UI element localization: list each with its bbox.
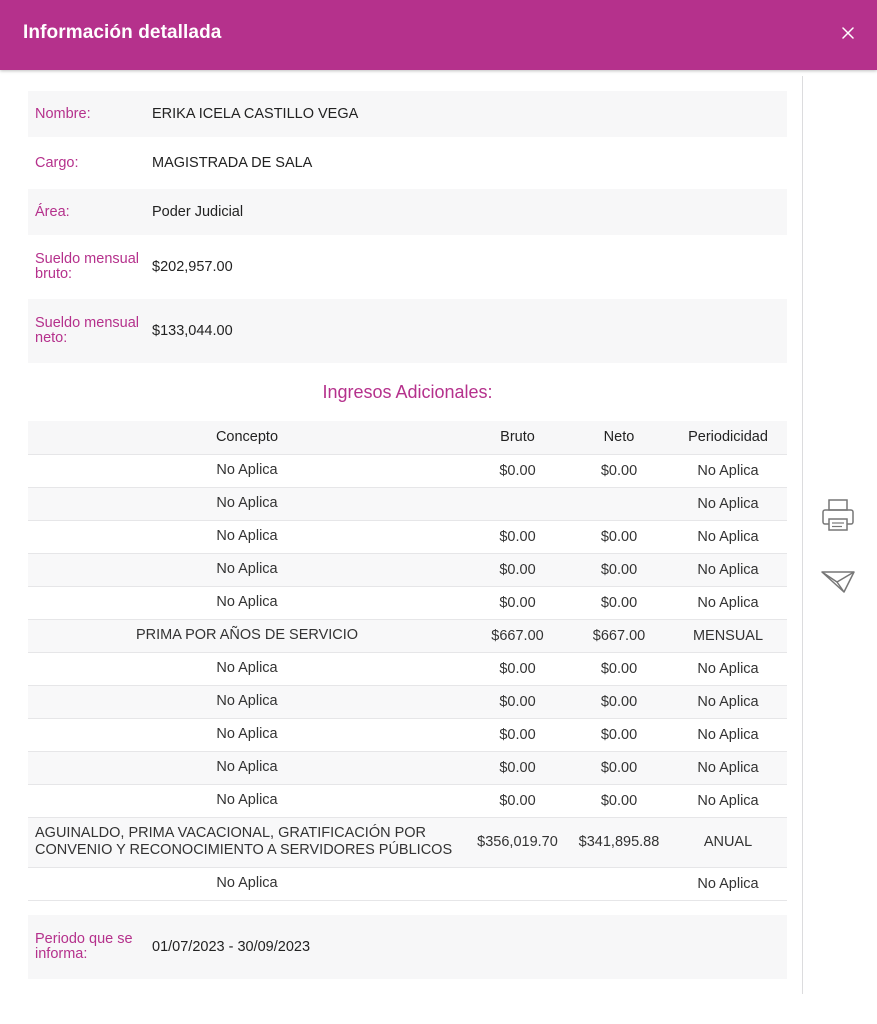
cell-periodicidad: No Aplica [669, 867, 787, 900]
cell-bruto: $0.00 [466, 652, 569, 685]
cell-bruto: $0.00 [466, 454, 569, 487]
detail-value: Poder Judicial [152, 204, 244, 220]
income-table [28, 421, 787, 901]
cell-periodicidad: ANUAL [669, 817, 787, 867]
detail-row-nombre [28, 91, 787, 137]
modal-header [0, 0, 877, 70]
cell-periodicidad: No Aplica [669, 751, 787, 784]
column-header-periodicidad: Periodicidad [669, 421, 787, 454]
cell-bruto: $667.00 [466, 619, 569, 652]
cell-periodicidad: No Aplica [669, 652, 787, 685]
detail-value: 01/07/2023 - 30/09/2023 [152, 938, 311, 955]
detail-label: Sueldo mensual neto: [35, 315, 139, 346]
detail-label: Nombre: [35, 105, 91, 122]
cell-periodicidad: No Aplica [669, 487, 787, 520]
close-button[interactable] [839, 24, 857, 42]
table-row [28, 619, 787, 652]
cell-neto [569, 867, 669, 900]
table-row [28, 586, 787, 619]
cell-concepto: PRIMA POR AÑOS DE SERVICIO [28, 619, 466, 652]
cell-neto: $0.00 [569, 784, 669, 817]
table-row [28, 553, 787, 586]
cell-periodicidad: No Aplica [669, 454, 787, 487]
cell-bruto: $0.00 [466, 751, 569, 784]
cell-bruto: $0.00 [466, 586, 569, 619]
detail-label: Área: [35, 203, 70, 220]
cell-neto: $0.00 [569, 718, 669, 751]
detail-label: Periodo que se informa: [35, 930, 133, 962]
print-button[interactable] [820, 497, 856, 538]
cell-concepto: No Aplica [28, 487, 466, 520]
cell-bruto: $0.00 [466, 685, 569, 718]
section-title: Ingresos Adicionales: [322, 382, 493, 402]
cell-concepto: AGUINALDO, PRIMA VACACIONAL, GRATIFICACIÓN POR CONVENIO Y RECONOCIMIENTO A SERVIDORES PÚBLICOS [28, 817, 466, 867]
table-row [28, 751, 787, 784]
cell-concepto: No Aplica [28, 784, 466, 817]
table-row [28, 685, 787, 718]
paper-plane-icon [820, 566, 856, 596]
cell-neto: $0.00 [569, 454, 669, 487]
cell-neto: $0.00 [569, 685, 669, 718]
table-row [28, 487, 787, 520]
column-header-neto: Neto [569, 421, 669, 454]
cell-periodicidad: No Aplica [669, 586, 787, 619]
table-row [28, 652, 787, 685]
cell-bruto: $0.00 [466, 718, 569, 751]
table-row [28, 454, 787, 487]
cell-neto: $0.00 [569, 553, 669, 586]
cell-concepto: No Aplica [28, 751, 466, 784]
cell-bruto [466, 867, 569, 900]
cell-periodicidad: No Aplica [669, 520, 787, 553]
cell-concepto: No Aplica [28, 520, 466, 553]
cell-concepto: No Aplica [28, 652, 466, 685]
detail-row-cargo [28, 137, 787, 189]
cell-neto: $0.00 [569, 652, 669, 685]
send-button[interactable] [820, 566, 856, 601]
detail-label: Sueldo mensual bruto: [35, 251, 139, 282]
column-header-concepto: Concepto [28, 421, 466, 454]
cell-concepto: No Aplica [28, 685, 466, 718]
detail-value: ERIKA ICELA CASTILLO VEGA [152, 106, 359, 122]
table-row [28, 817, 787, 867]
cell-neto: $0.00 [569, 520, 669, 553]
cell-concepto: No Aplica [28, 586, 466, 619]
cell-periodicidad: No Aplica [669, 685, 787, 718]
cell-periodicidad: No Aplica [669, 553, 787, 586]
modal-title: Información detallada [23, 22, 222, 43]
detail-value: $202,957.00 [152, 259, 233, 275]
printer-icon [820, 497, 856, 533]
cell-periodicidad: No Aplica [669, 784, 787, 817]
detail-row-periodo [28, 915, 787, 979]
detail-value: MAGISTRADA DE SALA [152, 155, 313, 171]
detail-row-area [28, 189, 787, 235]
cell-concepto: No Aplica [28, 867, 466, 900]
cell-concepto: No Aplica [28, 718, 466, 751]
cell-bruto: $0.00 [466, 784, 569, 817]
cell-periodicidad: No Aplica [669, 718, 787, 751]
detail-content [28, 91, 787, 979]
cell-neto: $0.00 [569, 586, 669, 619]
cell-concepto: No Aplica [28, 553, 466, 586]
cell-neto: $341,895.88 [569, 817, 669, 867]
cell-bruto: $0.00 [466, 520, 569, 553]
cell-bruto [466, 487, 569, 520]
cell-neto [569, 487, 669, 520]
cell-periodicidad: MENSUAL [669, 619, 787, 652]
cell-neto: $667.00 [569, 619, 669, 652]
close-icon [842, 27, 854, 39]
cell-neto: $0.00 [569, 751, 669, 784]
side-divider [802, 76, 803, 994]
cell-concepto: No Aplica [28, 454, 466, 487]
detail-value: $133,044.00 [152, 323, 233, 339]
cell-bruto: $356,019.70 [466, 817, 569, 867]
table-row [28, 784, 787, 817]
detail-label: Cargo: [35, 154, 79, 171]
table-row [28, 718, 787, 751]
detail-row-sueldo-bruto [28, 235, 787, 299]
cell-bruto: $0.00 [466, 553, 569, 586]
table-row [28, 867, 787, 900]
table-row [28, 520, 787, 553]
column-header-bruto: Bruto [466, 421, 569, 454]
table-header-row [28, 421, 787, 454]
detail-row-sueldo-neto [28, 299, 787, 363]
